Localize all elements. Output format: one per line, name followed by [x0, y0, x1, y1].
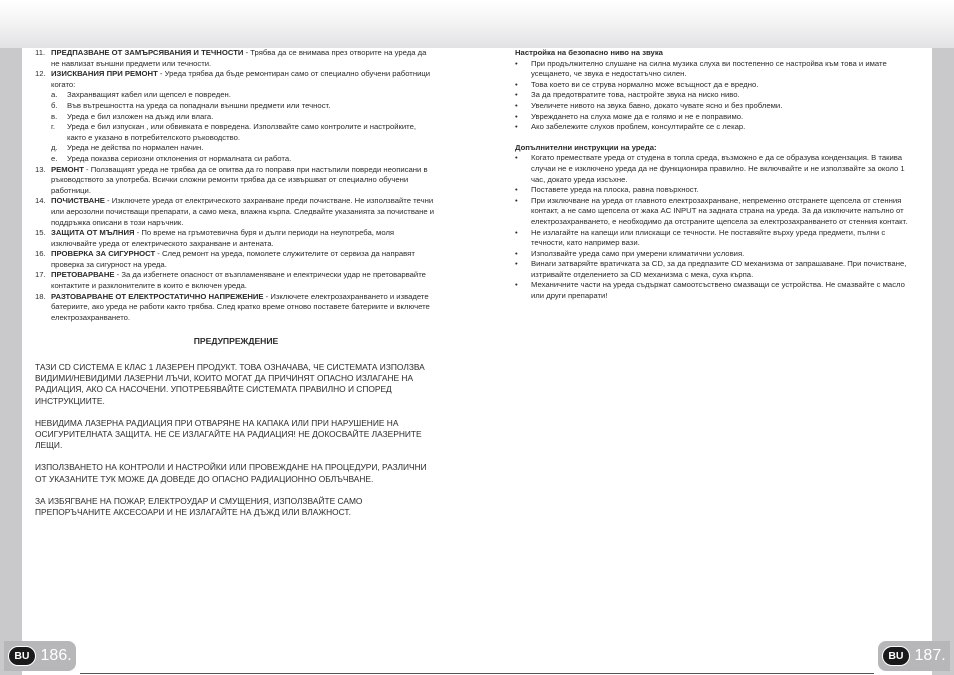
bullet-item: • Когато премествате уреда от студена в топла среда, възможно е да се образува кондензация. В такива случаи не е изключено уреда да не функционира правилно. Не включвайте и не използвайте за около 1 час, докато уреда изсъхне. [515, 153, 905, 184]
item-title: ИЗИСКВАНИЯ ПРИ РЕМОНТ [51, 69, 158, 79]
bullet-icon: • [515, 280, 518, 290]
left-page-column [35, 48, 437, 529]
language-badge: BU [882, 646, 909, 666]
bullet-item: • Това което ви се струва нормално може всъщност да е вредно. [515, 79, 759, 89]
item-text: - Ползващият уреда не трябва да се опитва да го поправя при настъпили повреди неописани в ръководството за употреба. Всички сложни ремонти трябва да се извършват от специално обучени работници. [51, 164, 428, 195]
bottom-rule [80, 673, 874, 674]
bullet-icon: • [515, 185, 518, 195]
bullet-icon: • [515, 79, 518, 89]
bullet-icon: • [515, 195, 518, 205]
item-text: - Изключете уреда от електрическото захранване преди почистване. Не използвайте течни или аерозолни почистващи препарати, а само мека, влажна кърпа. Следвайте указанията за почистване и поддръжка описани в този наръчник. [51, 196, 435, 227]
sub-item-v: в. Уреда е бил изложен на дъжд или влага. [51, 111, 214, 121]
bullet-item: • При изключване на уреда от главното електрозахранване, непременно отстранете щепсела от стенния контакт, а не само щепсела от жака AC INPUT на задната страна на уреда. За да изключите напълно от електрозахранването, е необходимо да отстраните щепсела за електрозахранването от стенния контакт. [515, 195, 908, 226]
page-number-left [4, 641, 76, 671]
warning-paragraph: ИЗПОЛЗВАНЕТО НА КОНТРОЛИ И НАСТРОЙКИ ИЛИ ПРОВЕЖДАНЕ НА ПРОЦЕДУРИ, РАЗЛИЧНИ ОТ УКАЗАНИТЕ ТУК МОЖЕ ДА ДОВЕДЕ ДО ОПАСНО РАДИАЦИОННО ОБЛЪЧВАНЕ. [35, 462, 427, 484]
list-item-15: 15. ЗАЩИТА ОТ МЪЛНИЯ - По време на гръмотевична буря и дълги периоди на неупотреба, моля изключвайте уреда от електрическото захранване и антената. [35, 228, 395, 248]
section-heading-volume: Настройка на безопасно ниво на звука [515, 48, 663, 57]
bullet-icon: • [515, 111, 518, 121]
bullet-icon: • [515, 227, 518, 237]
list-item-13: 13. РЕМОНТ - Ползващият уреда не трябва да се опитва да го поправя при настъпили повреди неописани в ръководството за употреба. Всички сложни ремонти трябва да се извършват от специално обучени работници. [35, 164, 428, 195]
sub-item-a: а. Захранващият кабел или щепсел е повреден. [51, 90, 231, 100]
page-number-right [878, 641, 950, 671]
left-margin-bar [0, 48, 22, 675]
bullet-icon: • [515, 122, 518, 132]
list-item-14: 14. ПОЧИСТВАНЕ - Изключете уреда от електрическото захранване преди почистване. Не използвайте течни или аерозолни почистващи препарати, а само мека, влажна кърпа. Следвайте указанията за почистване и поддръжка описани в този наръчник. [35, 196, 435, 227]
item-title: РАЗТОВАРВАНЕ ОТ ЕЛЕКТРОСТАТИЧНО НАПРЕЖЕНИЕ [51, 291, 264, 301]
item-title: ПОЧИСТВАНЕ [51, 196, 105, 206]
warning-heading: ПРЕДУПРЕЖДЕНИЕ [193, 336, 279, 347]
list-item-16: 16. ПРОВЕРКА ЗА СИГУРНОСТ - След ремонт на уреда, помолете служителите от сервиза да направят проверка за сигурност на уреда. [35, 249, 415, 269]
bullet-item: • Използвайте уреда само при умерени климатични условия. [515, 248, 745, 258]
bullet-item: • Винаги затваряйте вратичката за CD, за да предпазите CD механизма от запрашаване. При почистване, изтривайте отделението за CD механизма с мека, суха кърпа. [515, 259, 907, 279]
bullet-item: • Увеличете нивото на звука бавно, докато чувате ясно и без проблеми. [515, 100, 783, 110]
item-title: ПРЕТОВАРВАНЕ [51, 270, 115, 280]
sub-item-b: б. Във вътрешността на уреда са попаднали външни предмети или течност. [51, 100, 331, 110]
header-band [0, 0, 954, 48]
item-title: ЗАЩИТА ОТ МЪЛНИЯ [51, 228, 135, 238]
item-title: ПРОВЕРКА ЗА СИГУРНОСТ [51, 249, 156, 259]
sub-item-e: е. Уреда показва сериозни отклонения от нормалната си работа. [51, 153, 292, 163]
page-number: 187. [914, 647, 946, 664]
item-text: - Уреда трябва да бъде ремонтиран само от специално обучени работници когато: [51, 69, 431, 89]
sub-item-d: д. Уреда не действа по нормален начин. [51, 143, 204, 153]
page-number: 186. [40, 647, 72, 664]
sub-item-g: г. Уреда е бил изпускан , или обвивката е повредена. Използвайте само контролите и настройките, както е указано в потребителското ръководство. [51, 122, 417, 142]
item-title: РЕМОНТ [51, 164, 84, 174]
item-title: ПРЕДПАЗВАНЕ ОТ ЗАМЪРСЯВАНИЯ И ТЕЧНОСТИ [51, 48, 244, 57]
item-text: - Изключете електрозахранването и извадете батериите, ако уреда не работи както трябва. След кратко време отново поставете батериите и включете електрозахранването. [51, 291, 430, 322]
bullet-icon: • [515, 58, 518, 68]
bullet-icon: • [515, 90, 518, 100]
bullet-item: • Ако забележите слухов проблем, консултирайте се с лекар. [515, 122, 746, 132]
item-text: - По време на гръмотевична буря и дълги периоди на неупотреба, моля изключвайте уреда от електрическото захранване и антената. [51, 228, 395, 248]
item-text: - За да избегнете опасност от възпламеняване и електрически удар не претоварвайте контактите и разклонителите в които е включен уреда. [51, 270, 426, 291]
language-badge: BU [8, 646, 35, 666]
list-item-18: 18. РАЗТОВАРВАНЕ ОТ ЕЛЕКТРОСТАТИЧНО НАПРЕЖЕНИЕ - Изключете електрозахранването и извадете батериите, ако уреда не работи както трябва. След кратко време отново поставете батериите и включете електрозахранването. [35, 291, 430, 322]
bullet-item: • Поставете уреда на плоска, равна повърхност. [515, 185, 699, 195]
bullet-icon: • [515, 248, 518, 258]
warning-paragraph: НЕВИДИМА ЛАЗЕРНА РАДИАЦИЯ ПРИ ОТВАРЯНЕ НА КАПАКА ИЛИ ПРИ НАРУШЕНИЕ НА ОСИГУРИТЕЛНАТА ЗАЩИТА. НЕ СЕ ИЗЛАГАЙТЕ НА РАДИАЦИЯ! НЕ ДОКОСВАЙТЕ ЛАЗЕРНИТЕ ЛЕЩИ. [35, 417, 422, 451]
bullet-icon: • [515, 259, 518, 269]
bullet-item: • Не излагайте на капещи или плискащи се течности. Не поставяйте върху уреда предмети, пълни с течности, като например вази. [515, 227, 886, 248]
bullet-item: • За да предотвратите това, настройте звука на ниско ниво. [515, 90, 740, 100]
section-heading-instructions: Допълнителни инструкции на уреда: [515, 142, 657, 152]
warning-paragraph: ТАЗИ CD СИСТЕМА Е КЛАС 1 ЛАЗЕРЕН ПРОДУКТ. ТОВА ОЗНАЧАВА, ЧЕ СИСТЕМАТА ИЗПОЛЗВА ВИДИМИ/НЕВИДИМИ ЛАЗЕРНИ ЛЪЧИ, КОИТО МОГАТ ДА ПРИЧИНЯТ ОПАСНО ИЗЛАГАНЕ НА РАДИАЦИЯ, АКО СА НАСОЧЕНИ. УПОТРЕБЯВАЙТЕ СИСТЕМАТА ПРАВИЛНО И СПОРЕД ИНСТРУКЦИИТЕ. [35, 362, 425, 406]
bullet-icon: • [515, 100, 518, 110]
item-text: - Трябва да се внимава през отворите на уреда да не навлизат външни предмети или течности. [51, 48, 427, 68]
list-item-12: 12. ИЗИСКВАНИЯ ПРИ РЕМОНТ - Уреда трябва да бъде ремонтиран само от специално обучени работници когато: [35, 69, 431, 89]
list-item-11: 11. ПРЕДПАЗВАНЕ ОТ ЗАМЪРСЯВАНИЯ И ТЕЧНОСТИ - Трябва да се внимава през отворите на уреда да не навлизат външни предмети или течности. [35, 48, 427, 68]
bullet-item: • При продължително слушане на силна музика слуха ви постепенно се настройва към това и имате усещането, че звука е недостатъчно силен. [515, 58, 887, 79]
warning-paragraph: ЗА ИЗБЯГВАНЕ НА ПОЖАР, ЕЛЕКТРОУДАР И СМУЩЕНИЯ, ИЗПОЛЗВАЙТЕ САМО ПРЕПОРЪЧАНИТЕ АКСЕСОАРИ И НЕ ИЗЛАГАЙТЕ НА ДЪЖД ИЛИ ВЛАЖНОСТ. [35, 495, 363, 518]
bullet-icon: • [515, 153, 518, 163]
right-page-column [515, 48, 915, 302]
bullet-item: • Механичните части на уреда съдържат самоотсъствено смазващи се устройства. Не смазвайте с масло или други препарати! [515, 280, 905, 301]
list-item-17: 17. ПРЕТОВАРВАНЕ - За да избегнете опасност от възпламеняване и електрически удар не претоварвайте контактите и разклонителите в които е включен уреда. [35, 270, 426, 291]
bullet-item: • Увреждането на слуха може да е голямо и не е поправимо. [515, 111, 744, 121]
right-margin-bar [932, 48, 954, 675]
item-text: - След ремонт на уреда, помолете служителите от сервиза да направят проверка за сигурност на уреда. [51, 249, 415, 269]
